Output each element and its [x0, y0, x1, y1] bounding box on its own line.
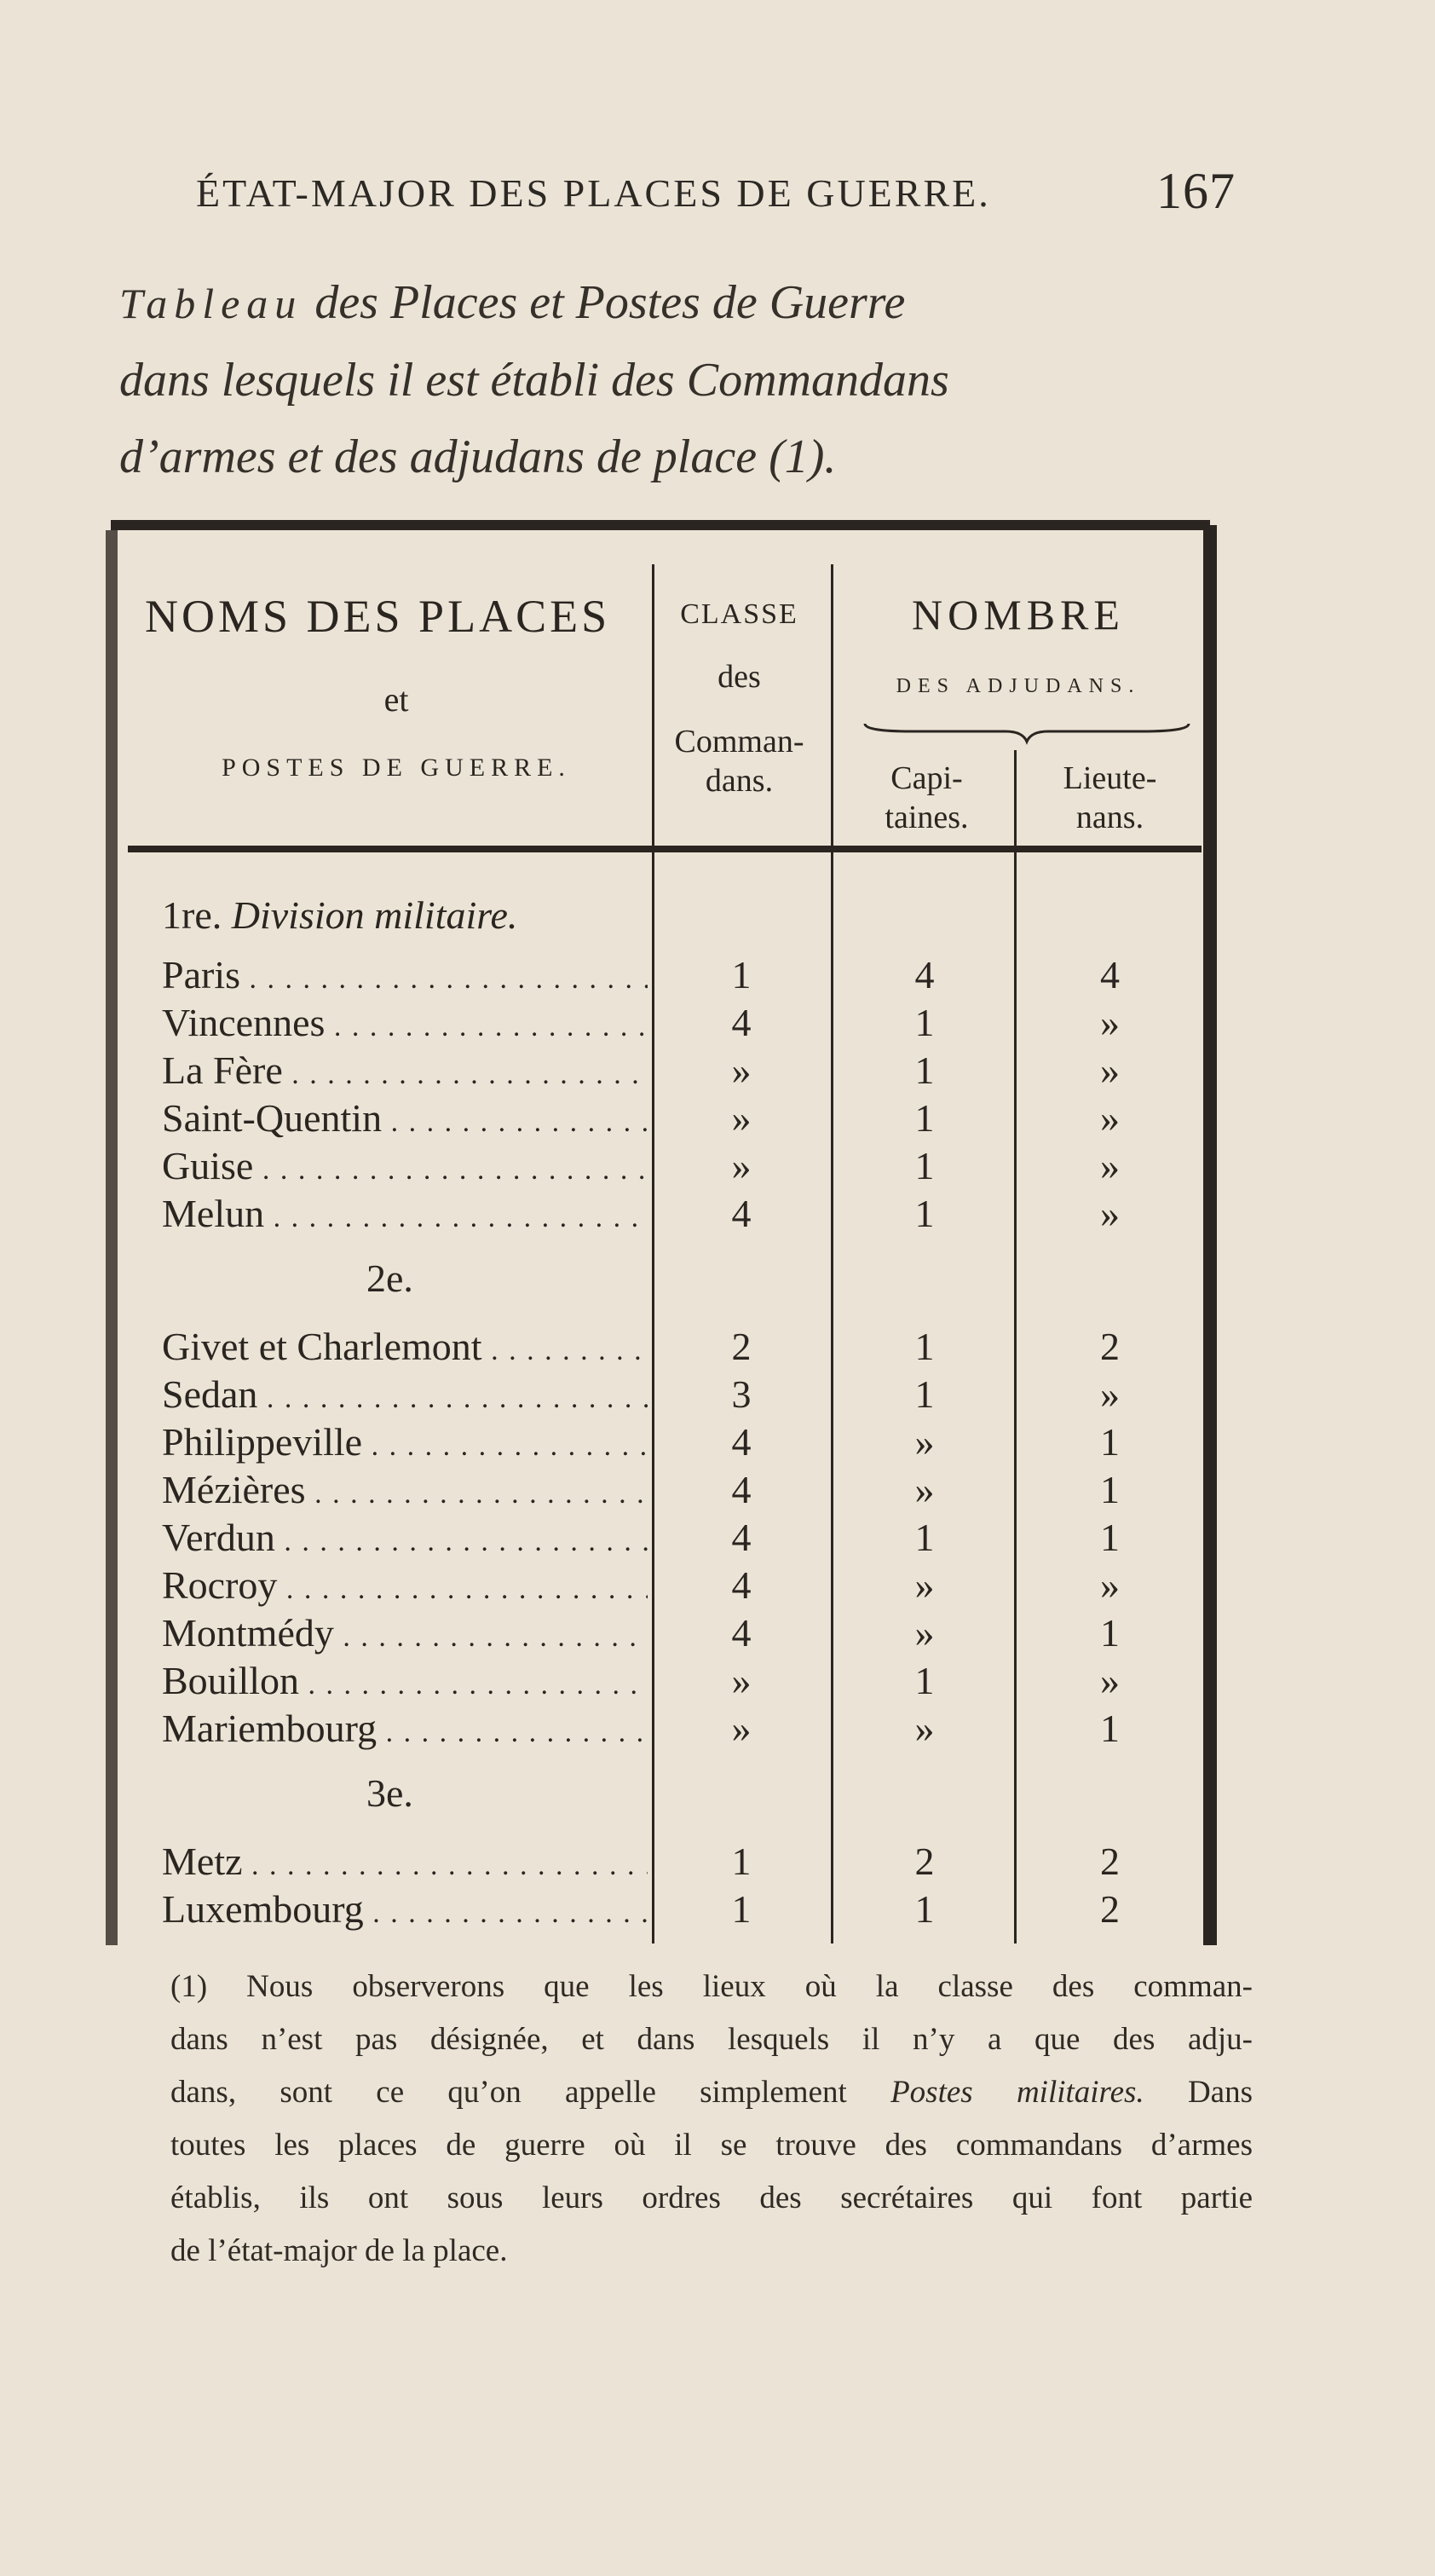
lieutenans-cell: » — [1100, 1144, 1120, 1187]
capitaines-cell: 1 — [914, 1659, 935, 1702]
footnote — [170, 1961, 1253, 2278]
table-row — [111, 1562, 1210, 1610]
place-name: Melun . . . — [162, 1191, 648, 1236]
table-row — [111, 1610, 1210, 1658]
classe-cell: 1 — [731, 1840, 752, 1883]
header-lieutenans: Lieute- nans. — [1063, 760, 1157, 835]
place-name: Paris . . . — [162, 952, 648, 997]
footnote-line: dans n’est pas désignée, et dans lesquels il n’y a que des adju- — [170, 2022, 1253, 2057]
place-name: Luxembourg . . . — [162, 1886, 648, 1932]
classe-cell: 3 — [731, 1372, 752, 1416]
footnote-line: de l’état-major de la place. — [170, 2233, 508, 2268]
capitaines-cell: 1 — [914, 1887, 935, 1931]
capitaines-cell: » — [914, 1420, 935, 1464]
classe-cell: » — [731, 1659, 752, 1702]
header-capitaines: Capi- taines. — [885, 760, 969, 835]
running-head-title: ÉTAT-MAJOR DES PLACES DE GUERRE. — [196, 171, 991, 215]
table-row — [111, 1419, 1210, 1467]
capitaines-cell: » — [914, 1563, 935, 1607]
table-row — [111, 1143, 1210, 1191]
lieutenans-cell: 1 — [1100, 1420, 1120, 1464]
classe-cell: 4 — [731, 1001, 752, 1044]
capitaines-cell: 1 — [914, 1048, 935, 1092]
place-name: Guise . . . — [162, 1143, 648, 1188]
brace-icon — [861, 719, 1193, 745]
table-row — [111, 1658, 1210, 1706]
lieutenans-cell: 2 — [1100, 1840, 1120, 1883]
lieutenans-cell: » — [1100, 1096, 1120, 1140]
table-row — [111, 1515, 1210, 1562]
capitaines-cell: 1 — [914, 1144, 935, 1187]
header-adjudans: DES ADJUDANS. — [896, 675, 1141, 697]
table-row — [111, 1191, 1210, 1239]
place-name: Mézières . . . — [162, 1467, 648, 1512]
capitaines-cell: 2 — [914, 1840, 935, 1883]
caption-line-2: dans lesquels il est établi des Commandans — [119, 354, 949, 407]
division-ordinal: 1re. — [162, 893, 232, 937]
table-row — [111, 1839, 1210, 1886]
lieutenans-cell: » — [1100, 1048, 1120, 1092]
place-name: Mariembourg . . . — [162, 1706, 648, 1751]
table-row — [111, 1324, 1210, 1372]
classe-cell: » — [731, 1048, 752, 1092]
caption-line-1: des Places et Postes de Guerre — [303, 276, 906, 329]
classe-cell: 4 — [731, 1420, 752, 1464]
classe-cell: 1 — [731, 953, 752, 996]
header-classe: CLASSE — [680, 598, 798, 630]
page-number: 167 — [1156, 163, 1236, 219]
classe-cell: 4 — [731, 1192, 752, 1235]
header-nombre: NOMBRE — [912, 591, 1125, 638]
place-name: Saint-Quentin . . . — [162, 1095, 648, 1141]
place-name: Givet et Charlemont . . . — [162, 1324, 648, 1369]
place-name: Philippeville . . . — [162, 1419, 648, 1464]
classe-cell: 4 — [731, 1468, 752, 1511]
table-row — [111, 952, 1210, 1000]
capitaines-cell: 1 — [914, 1325, 935, 1368]
header-commandans: Comman- dans. — [674, 724, 804, 799]
classe-cell: » — [731, 1707, 752, 1750]
place-name: Bouillon . . . — [162, 1658, 648, 1703]
capitaines-cell: 1 — [914, 1372, 935, 1416]
classe-cell: » — [731, 1096, 752, 1140]
lieutenans-cell: » — [1100, 1659, 1120, 1702]
division-heading: 3e. — [366, 1771, 413, 1815]
footnote-line: dans, sont ce qu’on appelle simplement Postes militaires. Dans — [170, 2075, 1253, 2110]
capitaines-cell: 1 — [914, 1096, 935, 1140]
division-label: Division militaire. — [231, 893, 518, 937]
place-name: Rocroy . . . — [162, 1562, 648, 1608]
footnote-line: toutes les places de guerre où il se trouve des commandans d’armes — [170, 2128, 1253, 2163]
caption-lead: Tableau — [119, 280, 303, 327]
place-name: Vincennes . . . — [162, 1000, 648, 1045]
capitaines-cell: » — [914, 1468, 935, 1511]
place-name: Montmédy . . . — [162, 1610, 648, 1655]
table-row — [111, 1467, 1210, 1515]
lieutenans-cell: » — [1100, 1192, 1120, 1235]
place-name: Sedan . . . — [162, 1372, 648, 1417]
capitaines-cell: 1 — [914, 1001, 935, 1044]
capitaines-cell: » — [914, 1611, 935, 1655]
place-name: Metz . . . — [162, 1839, 648, 1884]
lieutenans-cell: » — [1100, 1001, 1120, 1044]
table-row — [111, 1886, 1210, 1934]
lieutenans-cell: 4 — [1100, 953, 1120, 996]
table-row — [111, 1372, 1210, 1419]
lieutenans-cell: 1 — [1100, 1611, 1120, 1655]
lieutenans-cell: 1 — [1100, 1516, 1120, 1559]
classe-cell: 4 — [731, 1611, 752, 1655]
header-rule — [128, 846, 1202, 852]
lieutenans-cell: 1 — [1100, 1707, 1120, 1750]
footnote-line: établis, ils ont sous leurs ordres des secrétaires qui font partie — [170, 2180, 1253, 2215]
classe-cell: » — [731, 1144, 752, 1187]
caption-line-3: d’armes et des adjudans de place (1). — [119, 430, 837, 483]
capitaines-cell: 1 — [914, 1516, 935, 1559]
lieutenans-cell: » — [1100, 1563, 1120, 1607]
table-row — [111, 1095, 1210, 1143]
classe-cell: 1 — [731, 1887, 752, 1931]
lieutenans-cell: 1 — [1100, 1468, 1120, 1511]
classe-cell: 4 — [731, 1516, 752, 1559]
lieutenans-cell: 2 — [1100, 1325, 1120, 1368]
classe-cell: 2 — [731, 1325, 752, 1368]
classe-cell: 4 — [731, 1563, 752, 1607]
place-name: Verdun . . . — [162, 1515, 648, 1560]
table-row — [111, 1706, 1210, 1753]
table-caption — [119, 264, 1244, 495]
capitaines-cell: » — [914, 1707, 935, 1750]
division-heading: 2e. — [366, 1256, 413, 1300]
header-des: des — [718, 659, 761, 695]
place-name: La Fère . . . — [162, 1048, 648, 1093]
capitaines-cell: 4 — [914, 953, 935, 996]
header-postes: POSTES DE GUERRE. — [222, 754, 571, 782]
footnote-line: (1) Nous observerons que les lieux où la classe des comman- — [170, 1969, 1253, 2004]
header-et: et — [383, 680, 409, 719]
lieutenans-cell: 2 — [1100, 1887, 1120, 1931]
lieutenans-cell: » — [1100, 1372, 1120, 1416]
table-row — [111, 1000, 1210, 1048]
capitaines-cell: 1 — [914, 1192, 935, 1235]
header-noms: NOMS DES PLACES — [145, 591, 611, 642]
places-table — [111, 520, 1210, 1949]
division-heading — [162, 892, 517, 938]
table-row — [111, 1048, 1210, 1095]
